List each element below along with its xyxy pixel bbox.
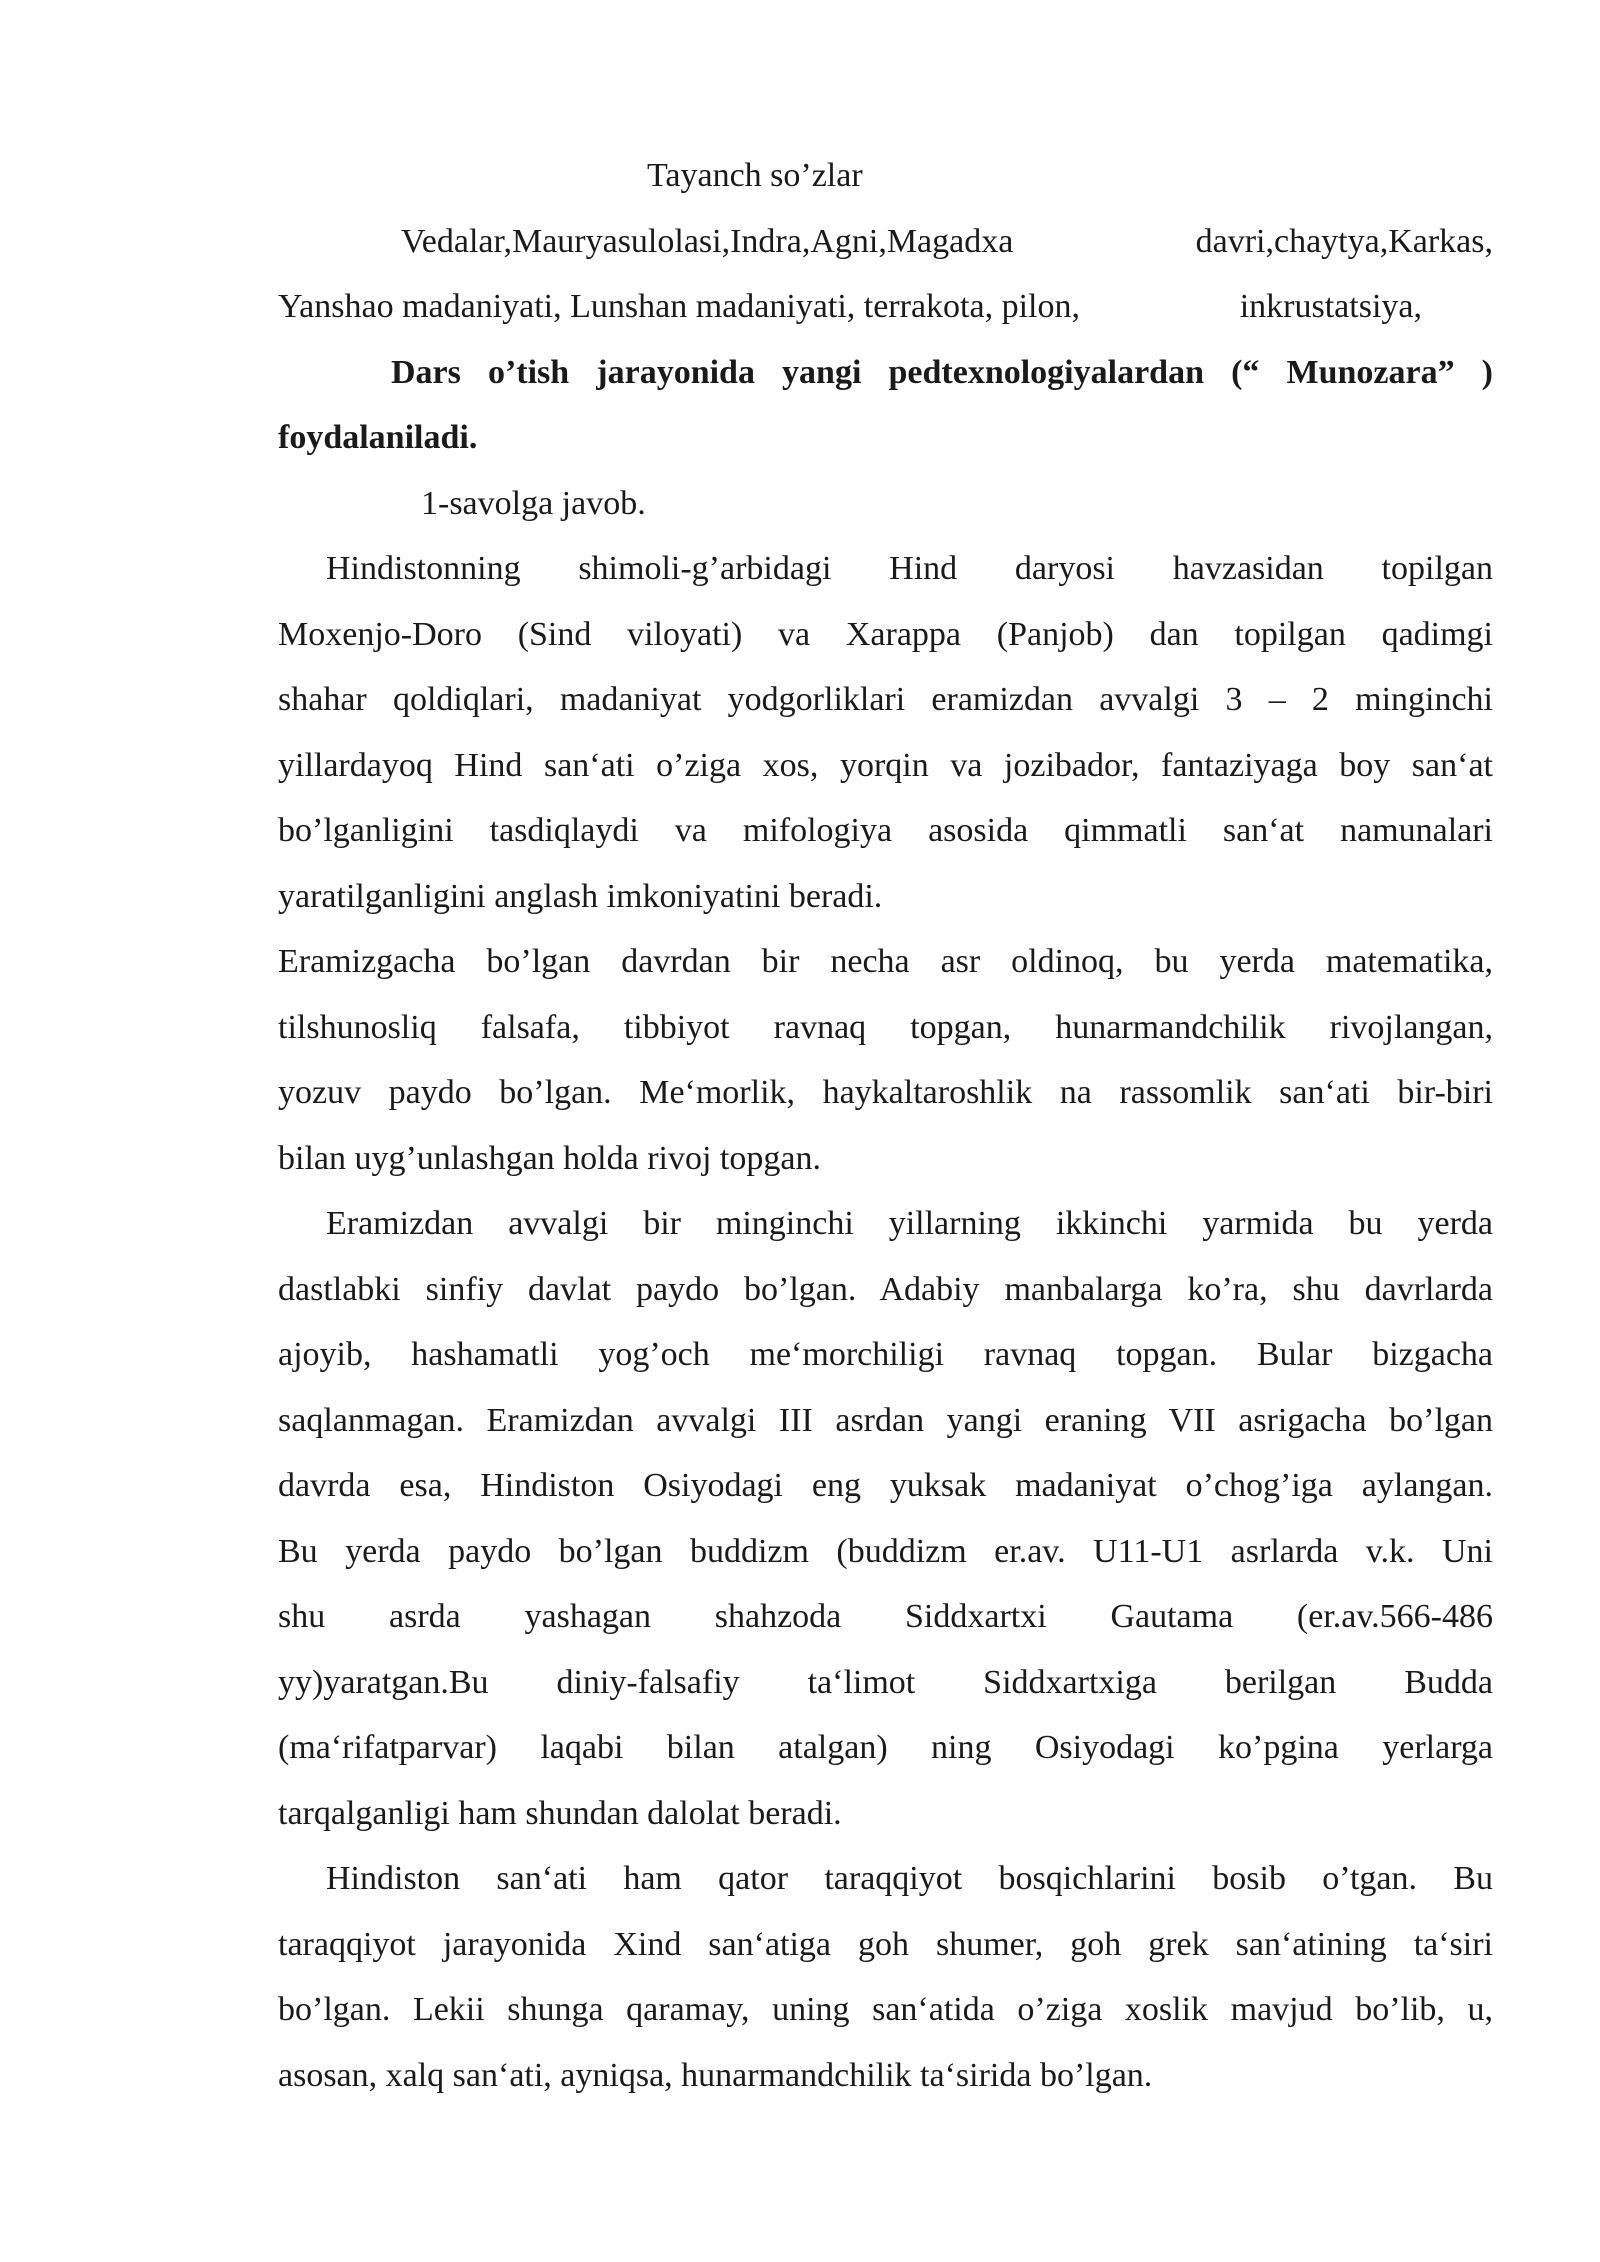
document-body — [278, 143, 1493, 2108]
paragraph-line: tilshunosliq falsafa, tibbiyot ravnaq topgan, hunarmandchilik rivojlangan, — [278, 1008, 1493, 1046]
paragraph-line: Moxenjo-Doro (Sind viloyati) va Xarappa (Panjob) dan topilgan qadimgi — [278, 615, 1493, 653]
paragraph-3 — [278, 1191, 1493, 1846]
paragraph-line: yy)yaratgan.Bu diniy-falsafiy ta‘limot Siddxartxiga berilgan Budda — [278, 1663, 1493, 1701]
keywords-line-1-part-a: Vedalar,Mauryasulolasi,Indra,Agni,Magadxa — [401, 222, 1014, 260]
paragraph-line: (ma‘rifatparvar) laqabi bilan atalgan) ning Osiyodagi ko’pgina yerlarga — [278, 1729, 1493, 1766]
paragraph-line: Hindistonning shimoli-g’arbidagi Hind daryosi havzasidan topilgan — [326, 550, 1493, 587]
paragraph-line: Eramizdan avvalgi bir minginchi yillarning ikkinchi yarmida bu yerda — [326, 1205, 1493, 1242]
method-line-2: foydalaniladi. — [278, 419, 478, 456]
paragraph-4 — [278, 1846, 1493, 2108]
paragraph-line: yillardayoq Hind san‘ati o’ziga xos, yorqin va jozibador, fantaziyaga boy san‘at — [278, 746, 1493, 784]
paragraph-line: bilan uyg’unlashgan holda rivoj topgan. — [278, 1139, 821, 1177]
paragraph-line: Eramizgacha bo’lgan davrdan bir necha asr oldinoq, bu yerda matematika, — [278, 943, 1493, 980]
keywords-line-2-part-b: inkrustatsiya, — [1239, 288, 1422, 325]
answer-label: 1-savolga javob. — [421, 484, 646, 522]
paragraph-line: shu asrda yashagan shahzoda Siddxartxi Gautama (er.av.566-486 — [278, 1598, 1493, 1635]
paragraph-line: bo’lganligini tasdiqlaydi va mifologiya asosida qimmatli san‘at namunalari — [278, 812, 1493, 849]
paragraph-line: davrda esa, Hindiston Osiyodagi eng yuksak madaniyat o’chog’iga aylangan. — [278, 1467, 1493, 1504]
paragraph-line: taraqqiyot jarayonida Xind san‘atiga goh shumer, goh grek san‘atining ta‘siri — [278, 1925, 1493, 1963]
paragraph-line: dastlabki sinfiy davlat paydo bo’lgan. Adabiy manbalarga ko’ra, shu davrlarda — [278, 1270, 1493, 1308]
paragraph-line: saqlanmagan. Eramizdan avvalgi III asrdan yangi eraning VII asrigacha bo’lgan — [278, 1401, 1493, 1439]
paragraph-line: ajoyib, hashamatli yog’och me‘morchiligi ravnaq topgan. Bular bizgacha — [278, 1336, 1493, 1373]
paragraph-line: yaratilganligini anglash imkoniyatini beradi. — [278, 877, 883, 915]
method-line-1: Dars o’tish jarayonida yangi pedtexnologiyalardan (“ Munozara” ) — [391, 353, 1493, 391]
paragraph-line: tarqalganligi ham shundan dalolat beradi. — [278, 1794, 842, 1832]
keywords-line-1-part-b: davri,chaytya,Karkas, — [1195, 222, 1493, 260]
keywords-line-1 — [278, 209, 1493, 275]
keywords-heading: Tayanch so’zlar — [647, 157, 863, 194]
paragraph-line: Bu yerda paydo bo’lgan buddizm (buddizm er.av. U11-U1 asrlarda v.k. Uni — [278, 1532, 1493, 1570]
paragraph-line: shahar qoldiqlari, madaniyat yodgorliklari eramizdan avvalgi 3 – 2 minginchi — [278, 681, 1493, 718]
paragraph-2 — [278, 929, 1493, 1191]
paragraph-line: asosan, xalq san‘ati, ayniqsa, hunarmandchilik ta‘sirida bo’lgan. — [278, 2056, 1153, 2094]
keywords-line-2 — [278, 274, 1493, 340]
paragraph-line: yozuv paydo bo’lgan. Me‘morlik, haykaltaroshlik na rassomlik san‘ati bir-biri — [278, 1074, 1493, 1111]
paragraph-1 — [278, 536, 1493, 929]
paragraph-line: Hindiston san‘ati ham qator taraqqiyot bosqichlarini bosib o’tgan. Bu — [326, 1860, 1493, 1897]
keywords-line-2-part-a: Yanshao madaniyati, Lunshan madaniyati, terrakota, pilon, — [278, 288, 1080, 325]
paragraph-line: bo’lgan. Lekii shunga qaramay, uning san‘atida o’ziga xoslik mavjud bo’lib, u, — [278, 1991, 1493, 2028]
